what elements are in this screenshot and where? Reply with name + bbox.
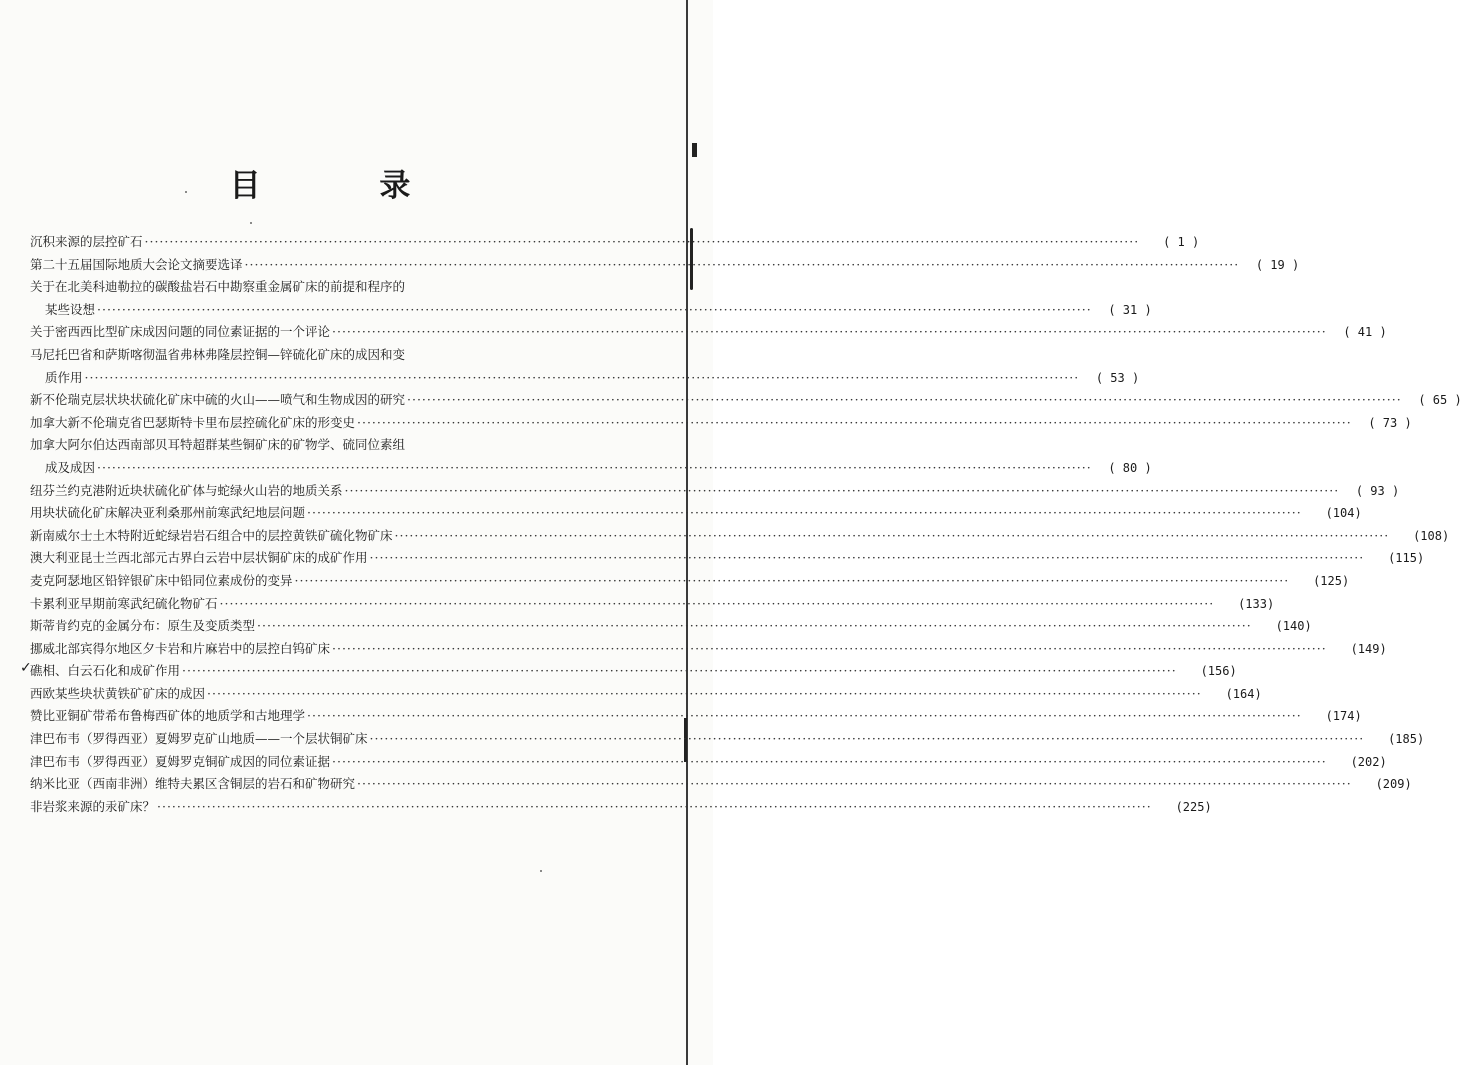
toc-page-number: (225): [1175, 799, 1212, 814]
toc-entry-title: 马尼托巴省和萨斯喀彻温省弗林弗隆层控铜—锌硫化矿床的成因和变: [30, 346, 406, 362]
toc-page-number: (125): [1313, 573, 1350, 588]
toc-entry: [30, 254, 1300, 277]
toc-entry-line: [30, 412, 1412, 435]
toc-entry-line: [30, 299, 1152, 322]
toc-entry-line: [30, 525, 1450, 548]
toc-entry-title: 用块状硫化矿床解决亚利桑那州前寒武纪地层问题: [30, 505, 306, 521]
dot-leader: ········································································································································································································: [332, 753, 1327, 769]
dot-leader: ········································································································································································································: [84, 369, 1080, 385]
toc-entry-title: 麦克阿瑟地区铅锌银矿床中铅同位素成份的变异: [30, 572, 293, 588]
toc-page-number: (156): [1200, 664, 1237, 679]
dot-leader: ········································································································································································································: [257, 618, 1252, 634]
dot-leader: ········································································································································································································: [207, 685, 1202, 701]
dot-leader: ········································································································································································································: [244, 256, 1240, 272]
toc-entry: [30, 434, 1152, 479]
toc-entry-title: 纽芬兰约克港附近块状硫化矿体与蛇绿火山岩的地质关系: [30, 482, 343, 498]
toc-entry-line-wrap: [30, 276, 606, 299]
table-of-contents: [20, 231, 1462, 818]
toc-entry-title: 赞比亚铜矿带希布鲁梅西矿体的地质学和古地理学: [30, 708, 306, 724]
dot-leader: ········································································································································································································: [357, 776, 1352, 792]
toc-entry-title: 沉积来源的层控矿石: [30, 234, 143, 249]
toc-entry: [30, 593, 1275, 616]
toc-entry-line: [30, 728, 1425, 751]
toc-entry-line: [30, 547, 1425, 570]
toc-entry-title: 某些设想: [45, 301, 96, 317]
toc-entry-title: 非岩浆来源的汞矿床？: [30, 798, 156, 814]
dot-leader: ········································································································································································································: [332, 324, 1327, 340]
dot-leader: ········································································································································································································: [394, 527, 1390, 543]
toc-entry-title: 津巴布韦（罗得西亚）夏姆罗克铜矿成因的同位素证据: [30, 753, 331, 769]
toc-page-number: ( 1 ): [1163, 235, 1200, 249]
toc-entry: [30, 683, 1262, 706]
dot-leader: ········································································································································································································: [407, 392, 1402, 408]
toc-entry-line: [30, 367, 1140, 390]
toc-entry: [30, 231, 1200, 254]
toc-entry: [30, 796, 1212, 819]
toc-page-number: ( 19 ): [1255, 257, 1300, 272]
toc-page-number: (104): [1325, 506, 1362, 521]
toc-entry: [30, 480, 1400, 503]
toc-page-number: ( 80 ): [1108, 460, 1152, 475]
toc-entry-title: 津巴布韦（罗得西亚）夏姆罗克矿山地质——一个层状铜矿床: [30, 731, 368, 747]
toc-entry: [30, 728, 1425, 751]
dot-leader: ········································································································································································································: [307, 505, 1302, 521]
toc-entry-line: [30, 502, 1362, 525]
toc-page-number: (133): [1238, 596, 1275, 611]
scan-speck: [540, 870, 542, 872]
toc-entry-title: 第二十五届国际地质大会论文摘要选译: [30, 256, 243, 272]
dot-leader: ········································································································································································································: [369, 731, 1365, 747]
toc-entry-title: 卡累利亚早期前寒武纪硫化物矿石: [30, 595, 218, 611]
toc-page-number: ( 93 ): [1355, 483, 1400, 498]
dot-leader: ········································································································································································································: [157, 798, 1152, 814]
toc-entry-line-wrap: [30, 434, 606, 457]
toc-entry-title: 新不伦瑞克层状块状硫化矿床中硫的火山——喷气和生物成因的研究: [30, 392, 406, 408]
toc-entry: [30, 321, 1387, 344]
toc-entry-title: 斯蒂肯约克的金属分布：原生及变质类型: [30, 618, 256, 634]
toc-entry-line: [30, 389, 1462, 412]
toc-entry: [30, 547, 1425, 570]
toc-page-number: ( 65 ): [1418, 393, 1462, 408]
toc-entry-line: [30, 457, 1152, 480]
toc-entry-line: [30, 660, 1237, 683]
toc-entry-title: 加拿大新不伦瑞克省巴瑟斯特卡里布层控硫化矿床的形变史: [30, 414, 356, 430]
toc-entry-title: 关于在北美科迪勒拉的碳酸盐岩石中勘察重金属矿床的前提和程序的: [30, 279, 406, 295]
toc-entry-title: 澳大利亚昆士兰西北部元古界白云岩中层状铜矿床的成矿作用: [30, 550, 368, 566]
toc-entry-title: 新南威尔士土木特附近蛇绿岩岩石组合中的层控黄铁矿硫化物矿床: [30, 527, 393, 543]
dot-leader: ········································································································································································································: [307, 708, 1302, 724]
scan-speck: [250, 222, 252, 224]
toc-entry-line: [30, 751, 1387, 774]
dot-leader: ········································································································································································································: [357, 414, 1352, 430]
toc-page-number: ( 53 ): [1095, 370, 1140, 385]
toc-entry-line: [30, 705, 1362, 728]
toc-entry-line: [30, 321, 1387, 344]
page-title: 目 录: [229, 168, 465, 204]
toc-entry-title: 成及成因: [45, 459, 96, 475]
toc-entry-title: 纳米比亚（西南非洲）维特夫累区含铜层的岩石和矿物研究: [30, 776, 356, 792]
toc-entry: [30, 751, 1387, 774]
toc-entry-line: [30, 773, 1412, 796]
toc-page-number: ( 73 ): [1368, 415, 1412, 430]
toc-entry: [30, 705, 1362, 728]
dot-leader: ········································································································································································································: [97, 459, 1092, 475]
toc-entry: [30, 502, 1362, 525]
toc-entry-line: [30, 796, 1212, 819]
toc-entry-title: 挪威北部宾得尔地区夕卡岩和片麻岩中的层控白钨矿床: [30, 640, 331, 656]
toc-page-number: (174): [1325, 709, 1362, 724]
dot-leader: ········································································································································································································: [219, 595, 1215, 611]
toc-entry: [20, 660, 1237, 683]
toc-page-number: (185): [1388, 732, 1425, 747]
dot-leader: ········································································································································································································: [344, 482, 1340, 498]
toc-page-number: (149): [1350, 641, 1387, 656]
toc-entry-title: 关于密西西比型矿床成因问题的同位素证据的一个评论: [30, 324, 331, 340]
toc-entry-line: [30, 593, 1275, 616]
toc-entry-title: 加拿大阿尔伯达西南部贝耳特超群某些铜矿床的矿物学、硫同位素组: [30, 437, 406, 453]
toc-entry-line: [30, 480, 1400, 503]
toc-page-number: (140): [1275, 619, 1312, 634]
toc-entry-title: 西欧某些块状黄铁矿矿床的成因: [30, 685, 206, 701]
dot-leader: ········································································································································································································: [144, 234, 1140, 249]
dot-leader: ········································································································································································································: [294, 572, 1290, 588]
toc-entry-line: [30, 683, 1262, 706]
toc-entry-line: [30, 254, 1300, 277]
toc-page-number: (108): [1413, 528, 1450, 543]
toc-entry: [30, 615, 1312, 638]
toc-page-number: (209): [1375, 777, 1412, 792]
dot-leader: ········································································································································································································: [97, 301, 1092, 317]
toc-entry-line: [30, 570, 1350, 593]
check-mark: ✓: [20, 660, 32, 677]
toc-entry: [30, 412, 1412, 435]
binding-mark: [692, 143, 697, 157]
toc-entry: [30, 638, 1387, 661]
toc-entry-line-wrap: [30, 344, 606, 367]
toc-page-number: ( 41 ): [1343, 325, 1387, 340]
toc-page-number: (115): [1388, 551, 1425, 566]
toc-entry: [30, 276, 1152, 321]
toc-page-number: (164): [1225, 686, 1262, 701]
toc-entry: [30, 389, 1462, 412]
toc-entry-line: [30, 615, 1312, 638]
toc-entry-title: 礁相、白云石化和成矿作用: [30, 663, 181, 679]
dot-leader: ········································································································································································································: [332, 640, 1327, 656]
toc-page-number: ( 31 ): [1108, 302, 1152, 317]
dot-leader: ········································································································································································································: [182, 663, 1177, 679]
toc-entry: [30, 773, 1412, 796]
toc-entry: [30, 525, 1450, 548]
toc-entry-title: 质作用: [45, 369, 83, 385]
toc-entry: [30, 570, 1350, 593]
toc-entry-line: [30, 638, 1387, 661]
toc-entry-line: [30, 231, 1200, 254]
toc-entry: [30, 344, 1140, 389]
toc-page-number: (202): [1350, 754, 1387, 769]
dot-leader: ········································································································································································································: [369, 550, 1365, 566]
